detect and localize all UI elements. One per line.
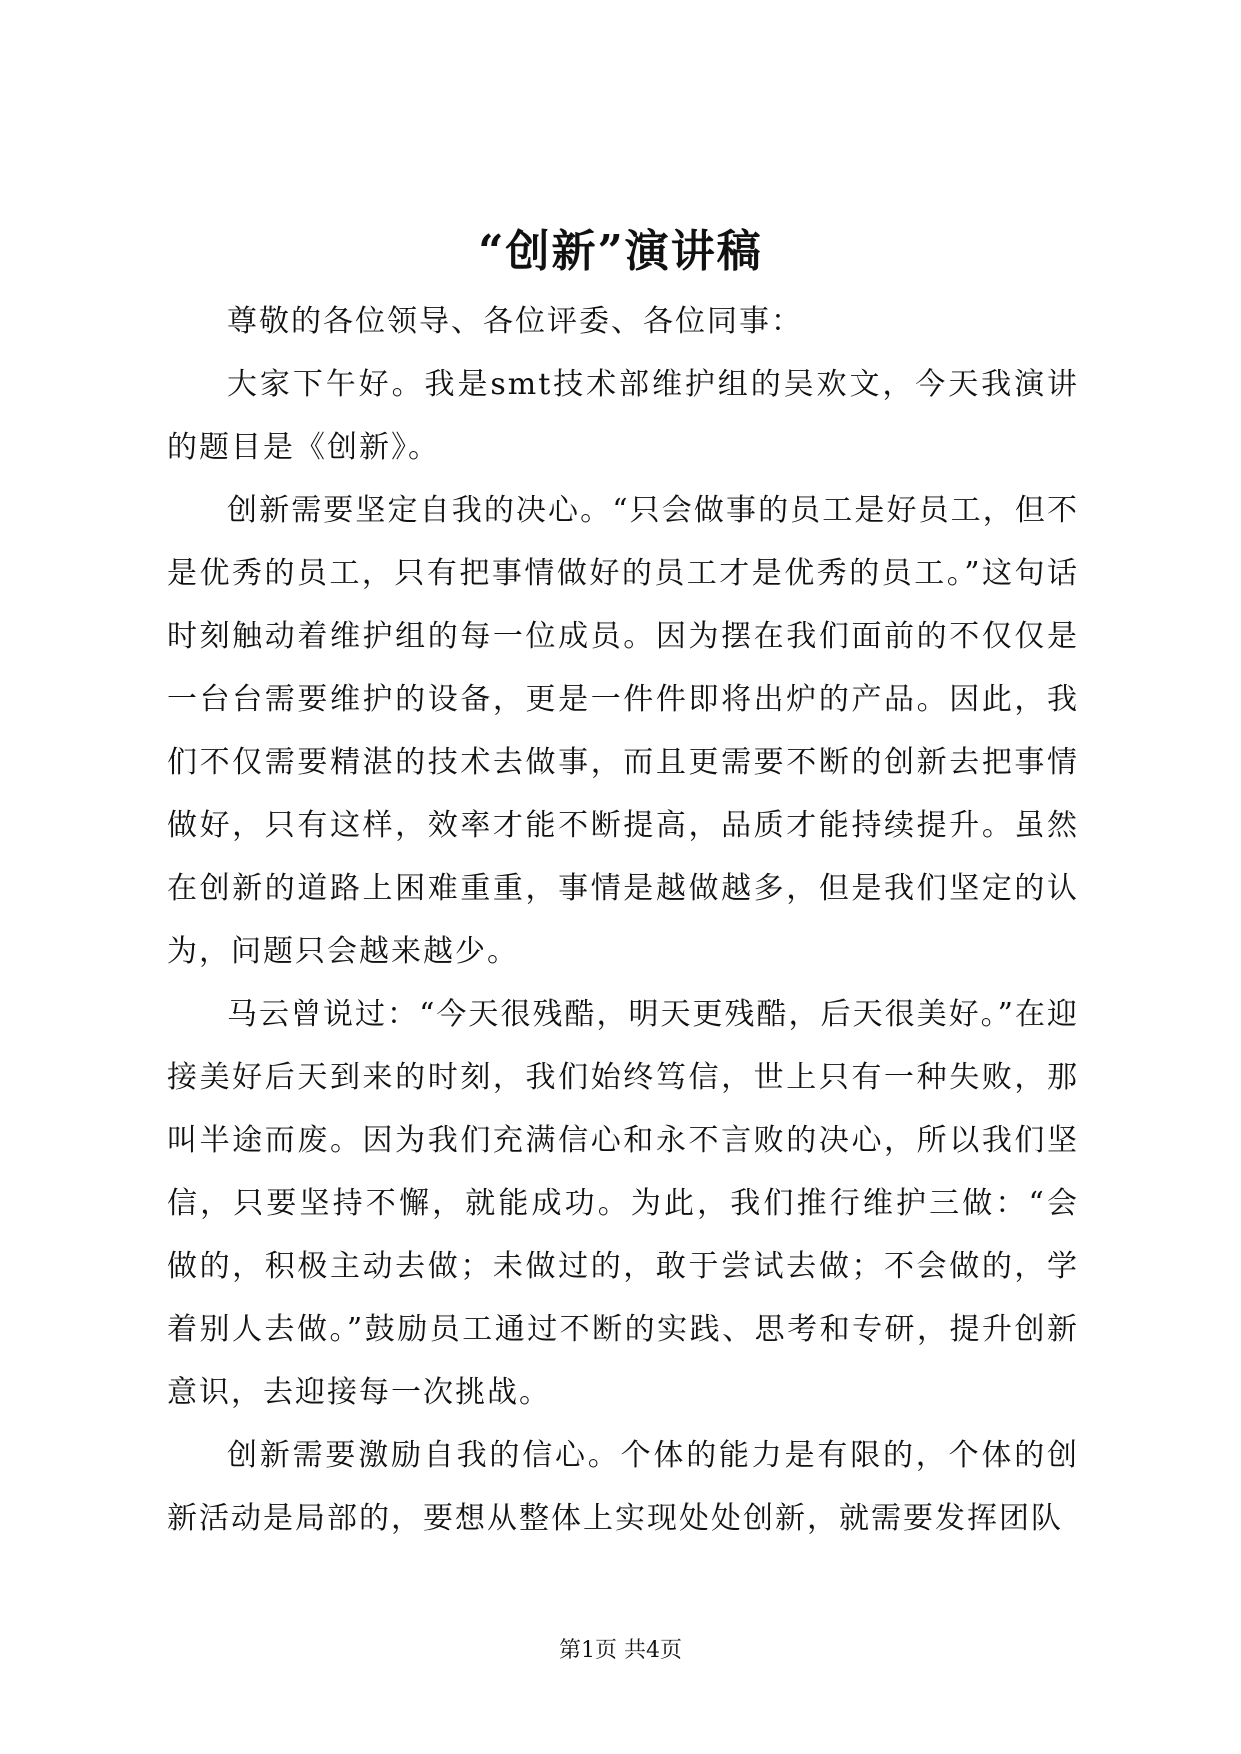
page-footer: 第1页 共4页 (559, 1638, 682, 1663)
body-paragraph: 创新需要坚定自我的决心。“只会做事的员工是好员工，但不是优秀的员工，只有把事情做好的员工才是优秀的员工。”这句话时刻触动着维护组的每一位成员。因为摆在我们面前的不仅仅是一台台需要维护的设备，更是一件件即将出炉的产品。因此，我们不仅需要精湛的技术去做事，而且更需要不断的创新去把事情做好，只有这样，效率才能不断提高，品质才能持续提升。虽然在创新的道路上困难重重，事情是越做越多，但是我们坚定的认为，问题只会越来越少。 (167, 493, 1079, 969)
body-paragraph: 马云曾说过：“今天很残酷，明天更残酷，后天很美好。”在迎接美好后天到来的时刻，我们始终笃信，世上只有一种失败，那叫半途而废。因为我们充满信心和永不言败的决心，所以我们坚信，只要坚持不懈，就能成功。为此，我们推行维护三做：“会做的，积极主动去做；未做过的，敢于尝试去做；不会做的，学着别人去做。”鼓励员工通过不断的实践、思考和专研，提升创新意识，去迎接每一次挑战。 (167, 997, 1079, 1410)
document-title: “创新”演讲稿 (478, 226, 763, 277)
body-paragraph: 大家下午好。我是smt技术部维护组的吴欢文，今天我演讲的题目是《创新》。 (167, 367, 1079, 465)
salutation-paragraph: 尊敬的各位领导、各位评委、各位同事： (227, 304, 803, 339)
document-body (167, 290, 1079, 1550)
body-paragraph: 创新需要激励自我的信心。个体的能力是有限的，个体的创新活动是局部的，要想从整体上实现处处创新，就需要发挥团队 (167, 1438, 1079, 1536)
